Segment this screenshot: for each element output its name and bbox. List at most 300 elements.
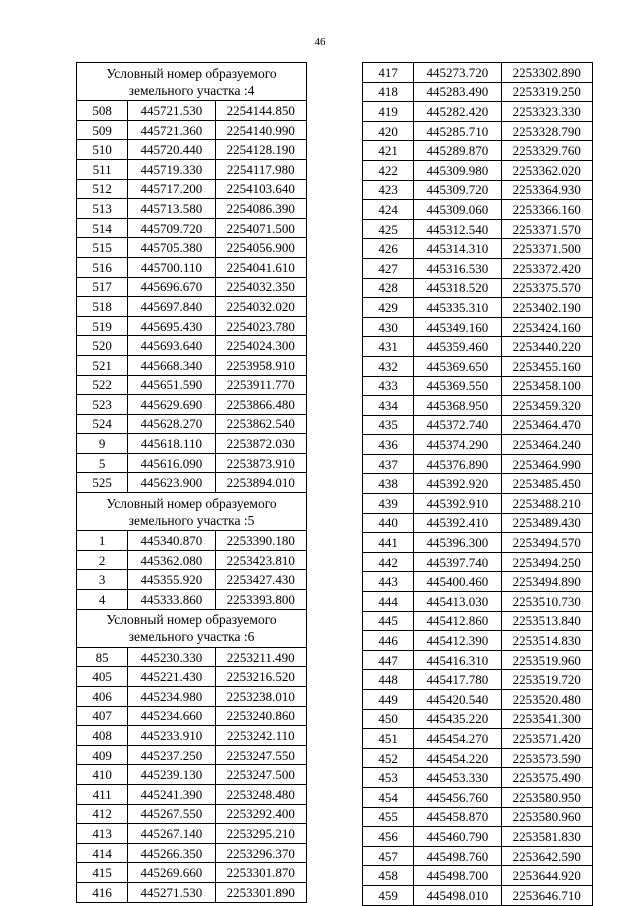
table-row xyxy=(363,748,593,768)
section-header: Условный номер образуемого земельного участка :6 xyxy=(77,609,307,647)
point-number-cell: 415 xyxy=(77,863,128,883)
y-coordinate-cell: 2253371.500 xyxy=(501,239,592,259)
table-row xyxy=(363,219,593,239)
table-row xyxy=(363,690,593,710)
point-number-cell: 424 xyxy=(363,200,414,220)
point-number-cell: 520 xyxy=(77,336,128,356)
point-number-cell: 407 xyxy=(77,706,128,726)
x-coordinate-cell: 445266.350 xyxy=(128,843,215,863)
x-coordinate-cell: 445273.720 xyxy=(414,63,501,83)
y-coordinate-cell: 2253464.990 xyxy=(501,454,592,474)
x-coordinate-cell: 445697.840 xyxy=(128,297,215,317)
y-coordinate-cell: 2253642.590 xyxy=(501,846,592,866)
y-coordinate-cell: 2253240.860 xyxy=(215,706,306,726)
left-table-body xyxy=(77,63,307,903)
y-coordinate-cell: 2253514.830 xyxy=(501,631,592,651)
x-coordinate-cell: 445416.310 xyxy=(414,650,501,670)
x-coordinate-cell: 445458.870 xyxy=(414,807,501,827)
y-coordinate-cell: 2253519.960 xyxy=(501,650,592,670)
left-coordinates-table xyxy=(76,62,307,903)
table-row xyxy=(363,239,593,259)
y-coordinate-cell: 2253328.790 xyxy=(501,121,592,141)
point-number-cell: 448 xyxy=(363,670,414,690)
point-number-cell: 405 xyxy=(77,667,128,687)
point-number-cell: 442 xyxy=(363,552,414,572)
table-row xyxy=(77,843,307,863)
table-row xyxy=(77,414,307,434)
table-row xyxy=(363,866,593,886)
x-coordinate-cell: 445454.220 xyxy=(414,748,501,768)
y-coordinate-cell: 2254041.610 xyxy=(215,257,306,277)
point-number-cell: 453 xyxy=(363,768,414,788)
point-number-cell: 450 xyxy=(363,709,414,729)
table-row xyxy=(363,121,593,141)
x-coordinate-cell: 445340.870 xyxy=(128,531,215,551)
y-coordinate-cell: 2253364.930 xyxy=(501,180,592,200)
x-coordinate-cell: 445713.580 xyxy=(128,199,215,219)
point-number-cell: 518 xyxy=(77,297,128,317)
x-coordinate-cell: 445237.250 xyxy=(128,745,215,765)
x-coordinate-cell: 445234.660 xyxy=(128,706,215,726)
table-row xyxy=(77,706,307,726)
x-coordinate-cell: 445318.520 xyxy=(414,278,501,298)
x-coordinate-cell: 445668.340 xyxy=(128,355,215,375)
x-coordinate-cell: 445269.660 xyxy=(128,863,215,883)
y-coordinate-cell: 2253323.330 xyxy=(501,102,592,122)
x-coordinate-cell: 445498.700 xyxy=(414,866,501,886)
point-number-cell: 513 xyxy=(77,199,128,219)
table-row xyxy=(77,550,307,570)
x-coordinate-cell: 445417.780 xyxy=(414,670,501,690)
table-row xyxy=(363,729,593,749)
y-coordinate-cell: 2253488.210 xyxy=(501,494,592,514)
table-row xyxy=(77,297,307,317)
y-coordinate-cell: 2253375.570 xyxy=(501,278,592,298)
x-coordinate-cell: 445333.860 xyxy=(128,590,215,610)
point-number-cell: 408 xyxy=(77,726,128,746)
x-coordinate-cell: 445283.490 xyxy=(414,82,501,102)
point-number-cell: 417 xyxy=(363,63,414,83)
x-coordinate-cell: 445392.910 xyxy=(414,494,501,514)
y-coordinate-cell: 2253571.420 xyxy=(501,729,592,749)
section-header-row xyxy=(77,609,307,647)
table-row xyxy=(77,863,307,883)
point-number-cell: 435 xyxy=(363,415,414,435)
point-number-cell: 410 xyxy=(77,765,128,785)
y-coordinate-cell: 2253464.470 xyxy=(501,415,592,435)
point-number-cell: 456 xyxy=(363,827,414,847)
x-coordinate-cell: 445616.090 xyxy=(128,453,215,473)
x-coordinate-cell: 445618.110 xyxy=(128,434,215,454)
table-row xyxy=(363,631,593,651)
table-row xyxy=(363,376,593,396)
point-number-cell: 432 xyxy=(363,356,414,376)
x-coordinate-cell: 445355.920 xyxy=(128,570,215,590)
y-coordinate-cell: 2253302.890 xyxy=(501,63,592,83)
point-number-cell: 425 xyxy=(363,219,414,239)
section-header: Условный номер образуемого земельного участка :4 xyxy=(77,63,307,101)
x-coordinate-cell: 445396.300 xyxy=(414,533,501,553)
y-coordinate-cell: 2253393.800 xyxy=(215,590,306,610)
x-coordinate-cell: 445289.870 xyxy=(414,141,501,161)
y-coordinate-cell: 2253296.370 xyxy=(215,843,306,863)
point-number-cell: 409 xyxy=(77,745,128,765)
x-coordinate-cell: 445456.760 xyxy=(414,787,501,807)
point-number-cell: 434 xyxy=(363,396,414,416)
y-coordinate-cell: 2253329.760 xyxy=(501,141,592,161)
point-number-cell: 447 xyxy=(363,650,414,670)
x-coordinate-cell: 445309.060 xyxy=(414,200,501,220)
table-row xyxy=(363,846,593,866)
table-row xyxy=(77,687,307,707)
y-coordinate-cell: 2253513.840 xyxy=(501,611,592,631)
table-row xyxy=(363,298,593,318)
table-row xyxy=(77,159,307,179)
table-row xyxy=(363,513,593,533)
y-coordinate-cell: 2253862.540 xyxy=(215,414,306,434)
table-row xyxy=(363,200,593,220)
x-coordinate-cell: 445412.390 xyxy=(414,631,501,651)
point-number-cell: 9 xyxy=(77,434,128,454)
table-row xyxy=(77,531,307,551)
point-number-cell: 525 xyxy=(77,473,128,493)
table-row xyxy=(363,396,593,416)
y-coordinate-cell: 2253292.400 xyxy=(215,804,306,824)
table-row xyxy=(77,434,307,454)
point-number-cell: 459 xyxy=(363,885,414,905)
table-row xyxy=(363,885,593,905)
x-coordinate-cell: 445349.160 xyxy=(414,317,501,337)
x-coordinate-cell: 445623.900 xyxy=(128,473,215,493)
y-coordinate-cell: 2253319.250 xyxy=(501,82,592,102)
y-coordinate-cell: 2254032.020 xyxy=(215,297,306,317)
x-coordinate-cell: 445335.310 xyxy=(414,298,501,318)
x-coordinate-cell: 445695.430 xyxy=(128,316,215,336)
point-number-cell: 427 xyxy=(363,258,414,278)
section-header-row xyxy=(77,63,307,101)
point-number-cell: 451 xyxy=(363,729,414,749)
y-coordinate-cell: 2253485.450 xyxy=(501,474,592,494)
y-coordinate-cell: 2253301.870 xyxy=(215,863,306,883)
y-coordinate-cell: 2253580.950 xyxy=(501,787,592,807)
y-coordinate-cell: 2253510.730 xyxy=(501,592,592,612)
point-number-cell: 423 xyxy=(363,180,414,200)
point-number-cell: 416 xyxy=(77,882,128,902)
x-coordinate-cell: 445233.910 xyxy=(128,726,215,746)
point-number-cell: 4 xyxy=(77,590,128,610)
table-row xyxy=(363,63,593,83)
point-number-cell: 516 xyxy=(77,257,128,277)
x-coordinate-cell: 445234.980 xyxy=(128,687,215,707)
y-coordinate-cell: 2253247.500 xyxy=(215,765,306,785)
y-coordinate-cell: 2253575.490 xyxy=(501,768,592,788)
y-coordinate-cell: 2254086.390 xyxy=(215,199,306,219)
table-row xyxy=(77,590,307,610)
point-number-cell: 85 xyxy=(77,647,128,667)
x-coordinate-cell: 445282.420 xyxy=(414,102,501,122)
table-row xyxy=(363,317,593,337)
point-number-cell: 522 xyxy=(77,375,128,395)
x-coordinate-cell: 445693.640 xyxy=(128,336,215,356)
table-row xyxy=(363,82,593,102)
point-number-cell: 521 xyxy=(77,355,128,375)
y-coordinate-cell: 2253494.570 xyxy=(501,533,592,553)
y-coordinate-cell: 2253459.320 xyxy=(501,396,592,416)
y-coordinate-cell: 2253242.110 xyxy=(215,726,306,746)
point-number-cell: 437 xyxy=(363,454,414,474)
table-row xyxy=(77,745,307,765)
y-coordinate-cell: 2253494.250 xyxy=(501,552,592,572)
table-row xyxy=(77,765,307,785)
point-number-cell: 446 xyxy=(363,631,414,651)
point-number-cell: 430 xyxy=(363,317,414,337)
table-row xyxy=(363,454,593,474)
y-coordinate-cell: 2253455.160 xyxy=(501,356,592,376)
table-row xyxy=(363,787,593,807)
table-row xyxy=(363,552,593,572)
x-coordinate-cell: 445709.720 xyxy=(128,218,215,238)
table-row xyxy=(363,435,593,455)
y-coordinate-cell: 2253427.430 xyxy=(215,570,306,590)
y-coordinate-cell: 2253216.520 xyxy=(215,667,306,687)
point-number-cell: 421 xyxy=(363,141,414,161)
table-row xyxy=(363,258,593,278)
table-row xyxy=(77,257,307,277)
y-coordinate-cell: 2253371.570 xyxy=(501,219,592,239)
x-coordinate-cell: 445369.650 xyxy=(414,356,501,376)
x-coordinate-cell: 445239.130 xyxy=(128,765,215,785)
y-coordinate-cell: 2253402.190 xyxy=(501,298,592,318)
right-table-body xyxy=(363,63,593,906)
point-number-cell: 458 xyxy=(363,866,414,886)
x-coordinate-cell: 445267.140 xyxy=(128,824,215,844)
y-coordinate-cell: 2253911.770 xyxy=(215,375,306,395)
table-row xyxy=(363,827,593,847)
point-number-cell: 511 xyxy=(77,159,128,179)
table-row xyxy=(77,336,307,356)
y-coordinate-cell: 2253644.920 xyxy=(501,866,592,886)
point-number-cell: 445 xyxy=(363,611,414,631)
y-coordinate-cell: 2253248.480 xyxy=(215,784,306,804)
table-row xyxy=(77,453,307,473)
x-coordinate-cell: 445230.330 xyxy=(128,647,215,667)
y-coordinate-cell: 2253301.890 xyxy=(215,882,306,902)
y-coordinate-cell: 2254140.990 xyxy=(215,120,306,140)
x-coordinate-cell: 445705.380 xyxy=(128,238,215,258)
x-coordinate-cell: 445413.030 xyxy=(414,592,501,612)
point-number-cell: 3 xyxy=(77,570,128,590)
table-row xyxy=(77,473,307,493)
point-number-cell: 439 xyxy=(363,494,414,514)
table-row xyxy=(77,882,307,902)
point-number-cell: 412 xyxy=(77,804,128,824)
y-coordinate-cell: 2253295.210 xyxy=(215,824,306,844)
point-number-cell: 524 xyxy=(77,414,128,434)
x-coordinate-cell: 445696.670 xyxy=(128,277,215,297)
x-coordinate-cell: 445628.270 xyxy=(128,414,215,434)
y-coordinate-cell: 2253581.830 xyxy=(501,827,592,847)
x-coordinate-cell: 445312.540 xyxy=(414,219,501,239)
table-row xyxy=(77,238,307,258)
point-number-cell: 418 xyxy=(363,82,414,102)
point-number-cell: 509 xyxy=(77,120,128,140)
point-number-cell: 444 xyxy=(363,592,414,612)
x-coordinate-cell: 445721.360 xyxy=(128,120,215,140)
point-number-cell: 411 xyxy=(77,784,128,804)
x-coordinate-cell: 445453.330 xyxy=(414,768,501,788)
x-coordinate-cell: 445651.590 xyxy=(128,375,215,395)
y-coordinate-cell: 2253866.480 xyxy=(215,395,306,415)
y-coordinate-cell: 2254056.900 xyxy=(215,238,306,258)
table-row xyxy=(77,647,307,667)
y-coordinate-cell: 2253372.420 xyxy=(501,258,592,278)
y-coordinate-cell: 2253494.890 xyxy=(501,572,592,592)
table-row xyxy=(77,140,307,160)
y-coordinate-cell: 2253390.180 xyxy=(215,531,306,551)
section-header: Условный номер образуемого земельного участка :5 xyxy=(77,493,307,531)
y-coordinate-cell: 2253489.430 xyxy=(501,513,592,533)
x-coordinate-cell: 445376.890 xyxy=(414,454,501,474)
point-number-cell: 517 xyxy=(77,277,128,297)
table-row xyxy=(77,824,307,844)
table-row xyxy=(363,592,593,612)
x-coordinate-cell: 445397.740 xyxy=(414,552,501,572)
y-coordinate-cell: 2253541.300 xyxy=(501,709,592,729)
table-row xyxy=(77,120,307,140)
x-coordinate-cell: 445359.460 xyxy=(414,337,501,357)
y-coordinate-cell: 2254024.300 xyxy=(215,336,306,356)
x-coordinate-cell: 445717.200 xyxy=(128,179,215,199)
x-coordinate-cell: 445316.530 xyxy=(414,258,501,278)
point-number-cell: 431 xyxy=(363,337,414,357)
y-coordinate-cell: 2253646.710 xyxy=(501,885,592,905)
table-row xyxy=(77,570,307,590)
point-number-cell: 514 xyxy=(77,218,128,238)
point-number-cell: 428 xyxy=(363,278,414,298)
y-coordinate-cell: 2253247.550 xyxy=(215,745,306,765)
x-coordinate-cell: 445721.530 xyxy=(128,101,215,121)
table-row xyxy=(77,804,307,824)
point-number-cell: 2 xyxy=(77,550,128,570)
table-row xyxy=(77,395,307,415)
y-coordinate-cell: 2253211.490 xyxy=(215,647,306,667)
right-coordinates-table xyxy=(362,62,593,906)
x-coordinate-cell: 445267.550 xyxy=(128,804,215,824)
table-row xyxy=(77,277,307,297)
x-coordinate-cell: 445412.860 xyxy=(414,611,501,631)
x-coordinate-cell: 445435.220 xyxy=(414,709,501,729)
point-number-cell: 457 xyxy=(363,846,414,866)
x-coordinate-cell: 445368.950 xyxy=(414,396,501,416)
point-number-cell: 420 xyxy=(363,121,414,141)
table-row xyxy=(363,102,593,122)
y-coordinate-cell: 2254032.350 xyxy=(215,277,306,297)
x-coordinate-cell: 445454.270 xyxy=(414,729,501,749)
table-row xyxy=(363,474,593,494)
y-coordinate-cell: 2253362.020 xyxy=(501,160,592,180)
point-number-cell: 419 xyxy=(363,102,414,122)
y-coordinate-cell: 2253872.030 xyxy=(215,434,306,454)
table-row xyxy=(363,768,593,788)
y-coordinate-cell: 2253519.720 xyxy=(501,670,592,690)
point-number-cell: 1 xyxy=(77,531,128,551)
point-number-cell: 429 xyxy=(363,298,414,318)
point-number-cell: 449 xyxy=(363,690,414,710)
x-coordinate-cell: 445400.460 xyxy=(414,572,501,592)
table-row xyxy=(77,355,307,375)
point-number-cell: 512 xyxy=(77,179,128,199)
x-coordinate-cell: 445700.110 xyxy=(128,257,215,277)
y-coordinate-cell: 2253458.100 xyxy=(501,376,592,396)
table-row xyxy=(363,356,593,376)
y-coordinate-cell: 2253958.910 xyxy=(215,355,306,375)
x-coordinate-cell: 445309.980 xyxy=(414,160,501,180)
point-number-cell: 515 xyxy=(77,238,128,258)
y-coordinate-cell: 2254144.850 xyxy=(215,101,306,121)
table-row xyxy=(77,179,307,199)
x-coordinate-cell: 445241.390 xyxy=(128,784,215,804)
y-coordinate-cell: 2253520.480 xyxy=(501,690,592,710)
x-coordinate-cell: 445629.690 xyxy=(128,395,215,415)
table-row xyxy=(363,415,593,435)
point-number-cell: 519 xyxy=(77,316,128,336)
x-coordinate-cell: 445498.010 xyxy=(414,885,501,905)
x-coordinate-cell: 445460.790 xyxy=(414,827,501,847)
table-row xyxy=(363,670,593,690)
y-coordinate-cell: 2253573.590 xyxy=(501,748,592,768)
x-coordinate-cell: 445374.290 xyxy=(414,435,501,455)
point-number-cell: 440 xyxy=(363,513,414,533)
table-row xyxy=(363,572,593,592)
table-row xyxy=(363,337,593,357)
table-row xyxy=(77,218,307,238)
point-number-cell: 452 xyxy=(363,748,414,768)
y-coordinate-cell: 2254128.190 xyxy=(215,140,306,160)
x-coordinate-cell: 445285.710 xyxy=(414,121,501,141)
x-coordinate-cell: 445498.760 xyxy=(414,846,501,866)
y-coordinate-cell: 2253424.160 xyxy=(501,317,592,337)
table-row xyxy=(363,533,593,553)
x-coordinate-cell: 445369.550 xyxy=(414,376,501,396)
point-number-cell: 508 xyxy=(77,101,128,121)
section-header-row xyxy=(77,493,307,531)
table-row xyxy=(363,141,593,161)
y-coordinate-cell: 2253873.910 xyxy=(215,453,306,473)
y-coordinate-cell: 2254023.780 xyxy=(215,316,306,336)
point-number-cell: 422 xyxy=(363,160,414,180)
x-coordinate-cell: 445314.310 xyxy=(414,239,501,259)
table-row xyxy=(363,807,593,827)
y-coordinate-cell: 2253423.810 xyxy=(215,550,306,570)
table-row xyxy=(363,180,593,200)
y-coordinate-cell: 2253238.010 xyxy=(215,687,306,707)
x-coordinate-cell: 445392.410 xyxy=(414,513,501,533)
x-coordinate-cell: 445309.720 xyxy=(414,180,501,200)
table-row xyxy=(77,784,307,804)
point-number-cell: 443 xyxy=(363,572,414,592)
table-row xyxy=(77,375,307,395)
table-row xyxy=(77,667,307,687)
point-number-cell: 510 xyxy=(77,140,128,160)
point-number-cell: 523 xyxy=(77,395,128,415)
y-coordinate-cell: 2253464.240 xyxy=(501,435,592,455)
table-row xyxy=(363,278,593,298)
y-coordinate-cell: 2254103.640 xyxy=(215,179,306,199)
x-coordinate-cell: 445719.330 xyxy=(128,159,215,179)
y-coordinate-cell: 2253894.010 xyxy=(215,473,306,493)
point-number-cell: 436 xyxy=(363,435,414,455)
y-coordinate-cell: 2253366.160 xyxy=(501,200,592,220)
